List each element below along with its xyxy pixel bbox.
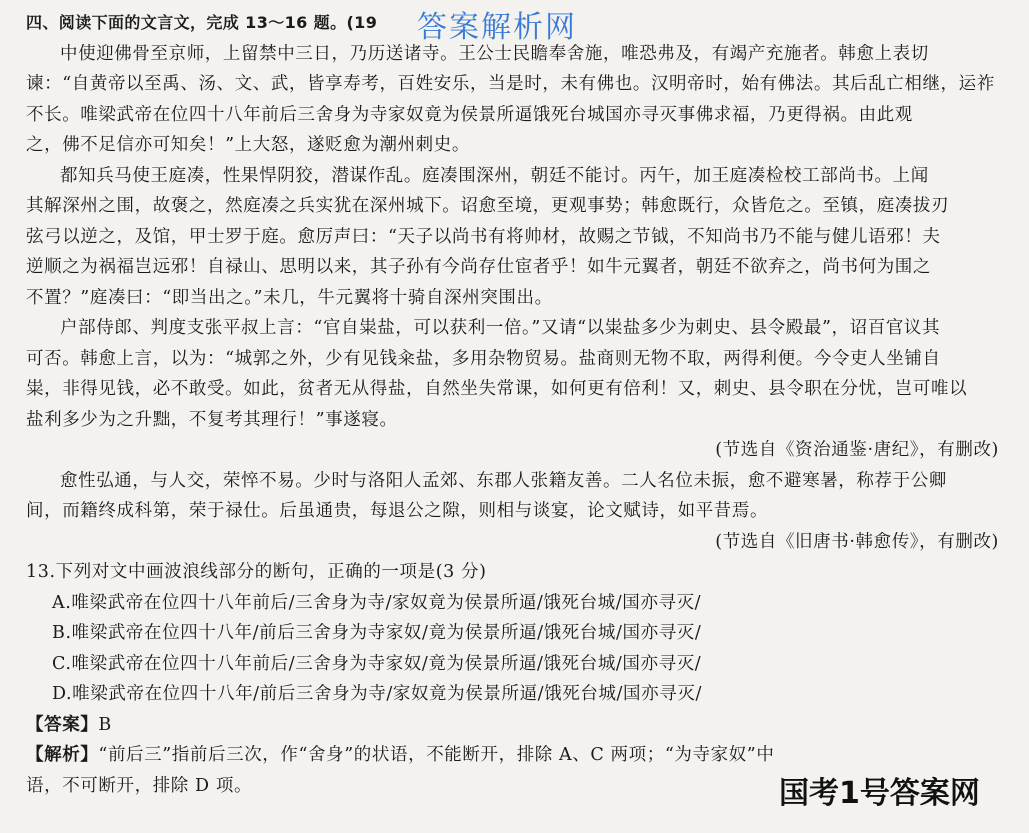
- option-c: C.唯梁武帝在位四十八年前后/三舍身为寺家奴/竟为侯景所逼/饿死台城/国亦寻灭/: [52, 653, 702, 674]
- section-heading: 四、阅读下面的文言文，完成 13～16 题。(19: [26, 13, 378, 32]
- passage-1-line: 之，佛不足信亦可知矣！”上大怒，遂贬愈为潮州刺史。: [26, 135, 470, 155]
- analysis-row: [26, 740, 1011, 771]
- option-b: B.唯梁武帝在位四十八年/前后三舍身为寺家奴/竟为侯景所逼/饿死台城/国亦寻灭/: [52, 623, 702, 643]
- watermark-top: 答案解析网: [417, 10, 577, 45]
- answer-value: B: [98, 714, 112, 735]
- passage-3-line: 粜，非得见钱，必不敢受。如此，贫者无从得盐，自然坐失常课，如何更有倍利！又，刺史、县令职在分忧，岂可唯以: [26, 379, 968, 399]
- passage-3-line: 户部侍郎、判度支张平叔上言：“官自粜盐，可以获利一倍。”又请“以粜盐多少为刺史、县令殿最”，诏百官议其: [60, 318, 941, 338]
- passage-3-line: 盐利多少为之升黜，不复考其理行！”事遂寝。: [26, 409, 398, 430]
- passage-2: [26, 161, 1011, 314]
- passage-3: [26, 313, 1011, 435]
- answer-row: [26, 710, 1011, 741]
- option-d: D.唯梁武帝在位四十八年/前后三舍身为寺/家奴竟为侯景所逼/饿死台城/国亦寻灭/: [52, 684, 702, 704]
- analysis-label: 【解析】: [26, 745, 99, 765]
- passage-4-line: 间，而籍终成科第，荣于禄仕。后虽通贵，每退公之隙，则相与谈宴，论文赋诗，如平昔焉。: [26, 501, 769, 521]
- passage-4: [26, 466, 1011, 527]
- analysis-row-2: 语，不可断开，排除 D 项。: [26, 775, 253, 796]
- passage-2-line: 都知兵马使王庭凑，性果悍阴狡，潜谋作乱。庭凑围深州，朝廷不能讨。丙午，加王庭凑检校工部尚书。上闻: [60, 165, 929, 186]
- question-13: 13.下列对文中画波浪线部分的断句，正确的一项是(3 分): [26, 562, 487, 582]
- passage-4-line: 愈性弘通，与人交，荣悴不易。少时与洛阳人孟郊、东郡人张籍友善。二人名位未振，愈不避寒暑，称荐于公卿: [60, 470, 947, 491]
- passage-1-line: 谏：“自黄帝以至禹、汤、文、武，皆享寿考，百姓安乐，当是时，未有佛也。汉明帝时，始有佛法。其后乱亡相继，运祚: [26, 74, 995, 94]
- passage-1-line-wavy: 不长。唯梁武帝在位四十八年前后三舍身为寺家奴竟为侯景所逼饿死台城国亦寻灭事佛求福，乃更得祸。由此观: [26, 104, 913, 125]
- answer-label: 【答案】: [26, 714, 99, 735]
- watermark-bottom: 国考1号答案网: [775, 768, 984, 812]
- source-citation-1: (节选自《资治通鉴·唐纪》，有删改): [715, 440, 999, 460]
- passage-3-line: 可否。韩愈上言，以为：“城郭之外，少有见钱籴盐，多用杂物贸易。盐商则无物不取，两得利便。今令吏人坐铺自: [26, 348, 941, 369]
- passage-1-line: 中使迎佛骨至京师，上留禁中三日，乃历送诸寺。王公士民瞻奉舍施，唯恐弗及，有竭产充施者。韩愈上表切: [60, 43, 929, 64]
- passage-2-line: 不置？”庭凑曰：“即当出之。”未几，牛元翼将十骑自深州突围出。: [26, 287, 553, 308]
- passage-2-line: 弦弓以逆之，及馆，甲士罗于庭。愈厉声曰：“天子以尚书有将帅材，故赐之节钺，不知尚书乃不能与健儿语邪！夫: [26, 226, 941, 247]
- source-citation-2: (节选自《旧唐书·韩愈传》，有删改): [715, 531, 999, 552]
- option-a: A.唯梁武帝在位四十八年前后/三舍身为寺/家奴竟为侯景所逼/饿死台城/国亦寻灭/: [52, 592, 702, 613]
- analysis-text: “前后三”指前后三次，作“舍身”的状语，不能断开，排除 A、C 两项；“为寺家奴”中: [98, 745, 775, 765]
- passage-2-line: 其解深州之围，故褒之，然庭凑之兵实犹在深州城下。诏愈至境，更观事势；韩愈既行，众皆危之。至镇，庭凑拔刃: [26, 196, 950, 216]
- passage-1: [26, 39, 1011, 161]
- passage-2-line: 逆顺之为祸福岂远邪！自禄山、思明以来，其子孙有今尚存仕宦者乎！如牛元翼者，朝廷不欲弃之，尚书何为围之: [26, 257, 931, 277]
